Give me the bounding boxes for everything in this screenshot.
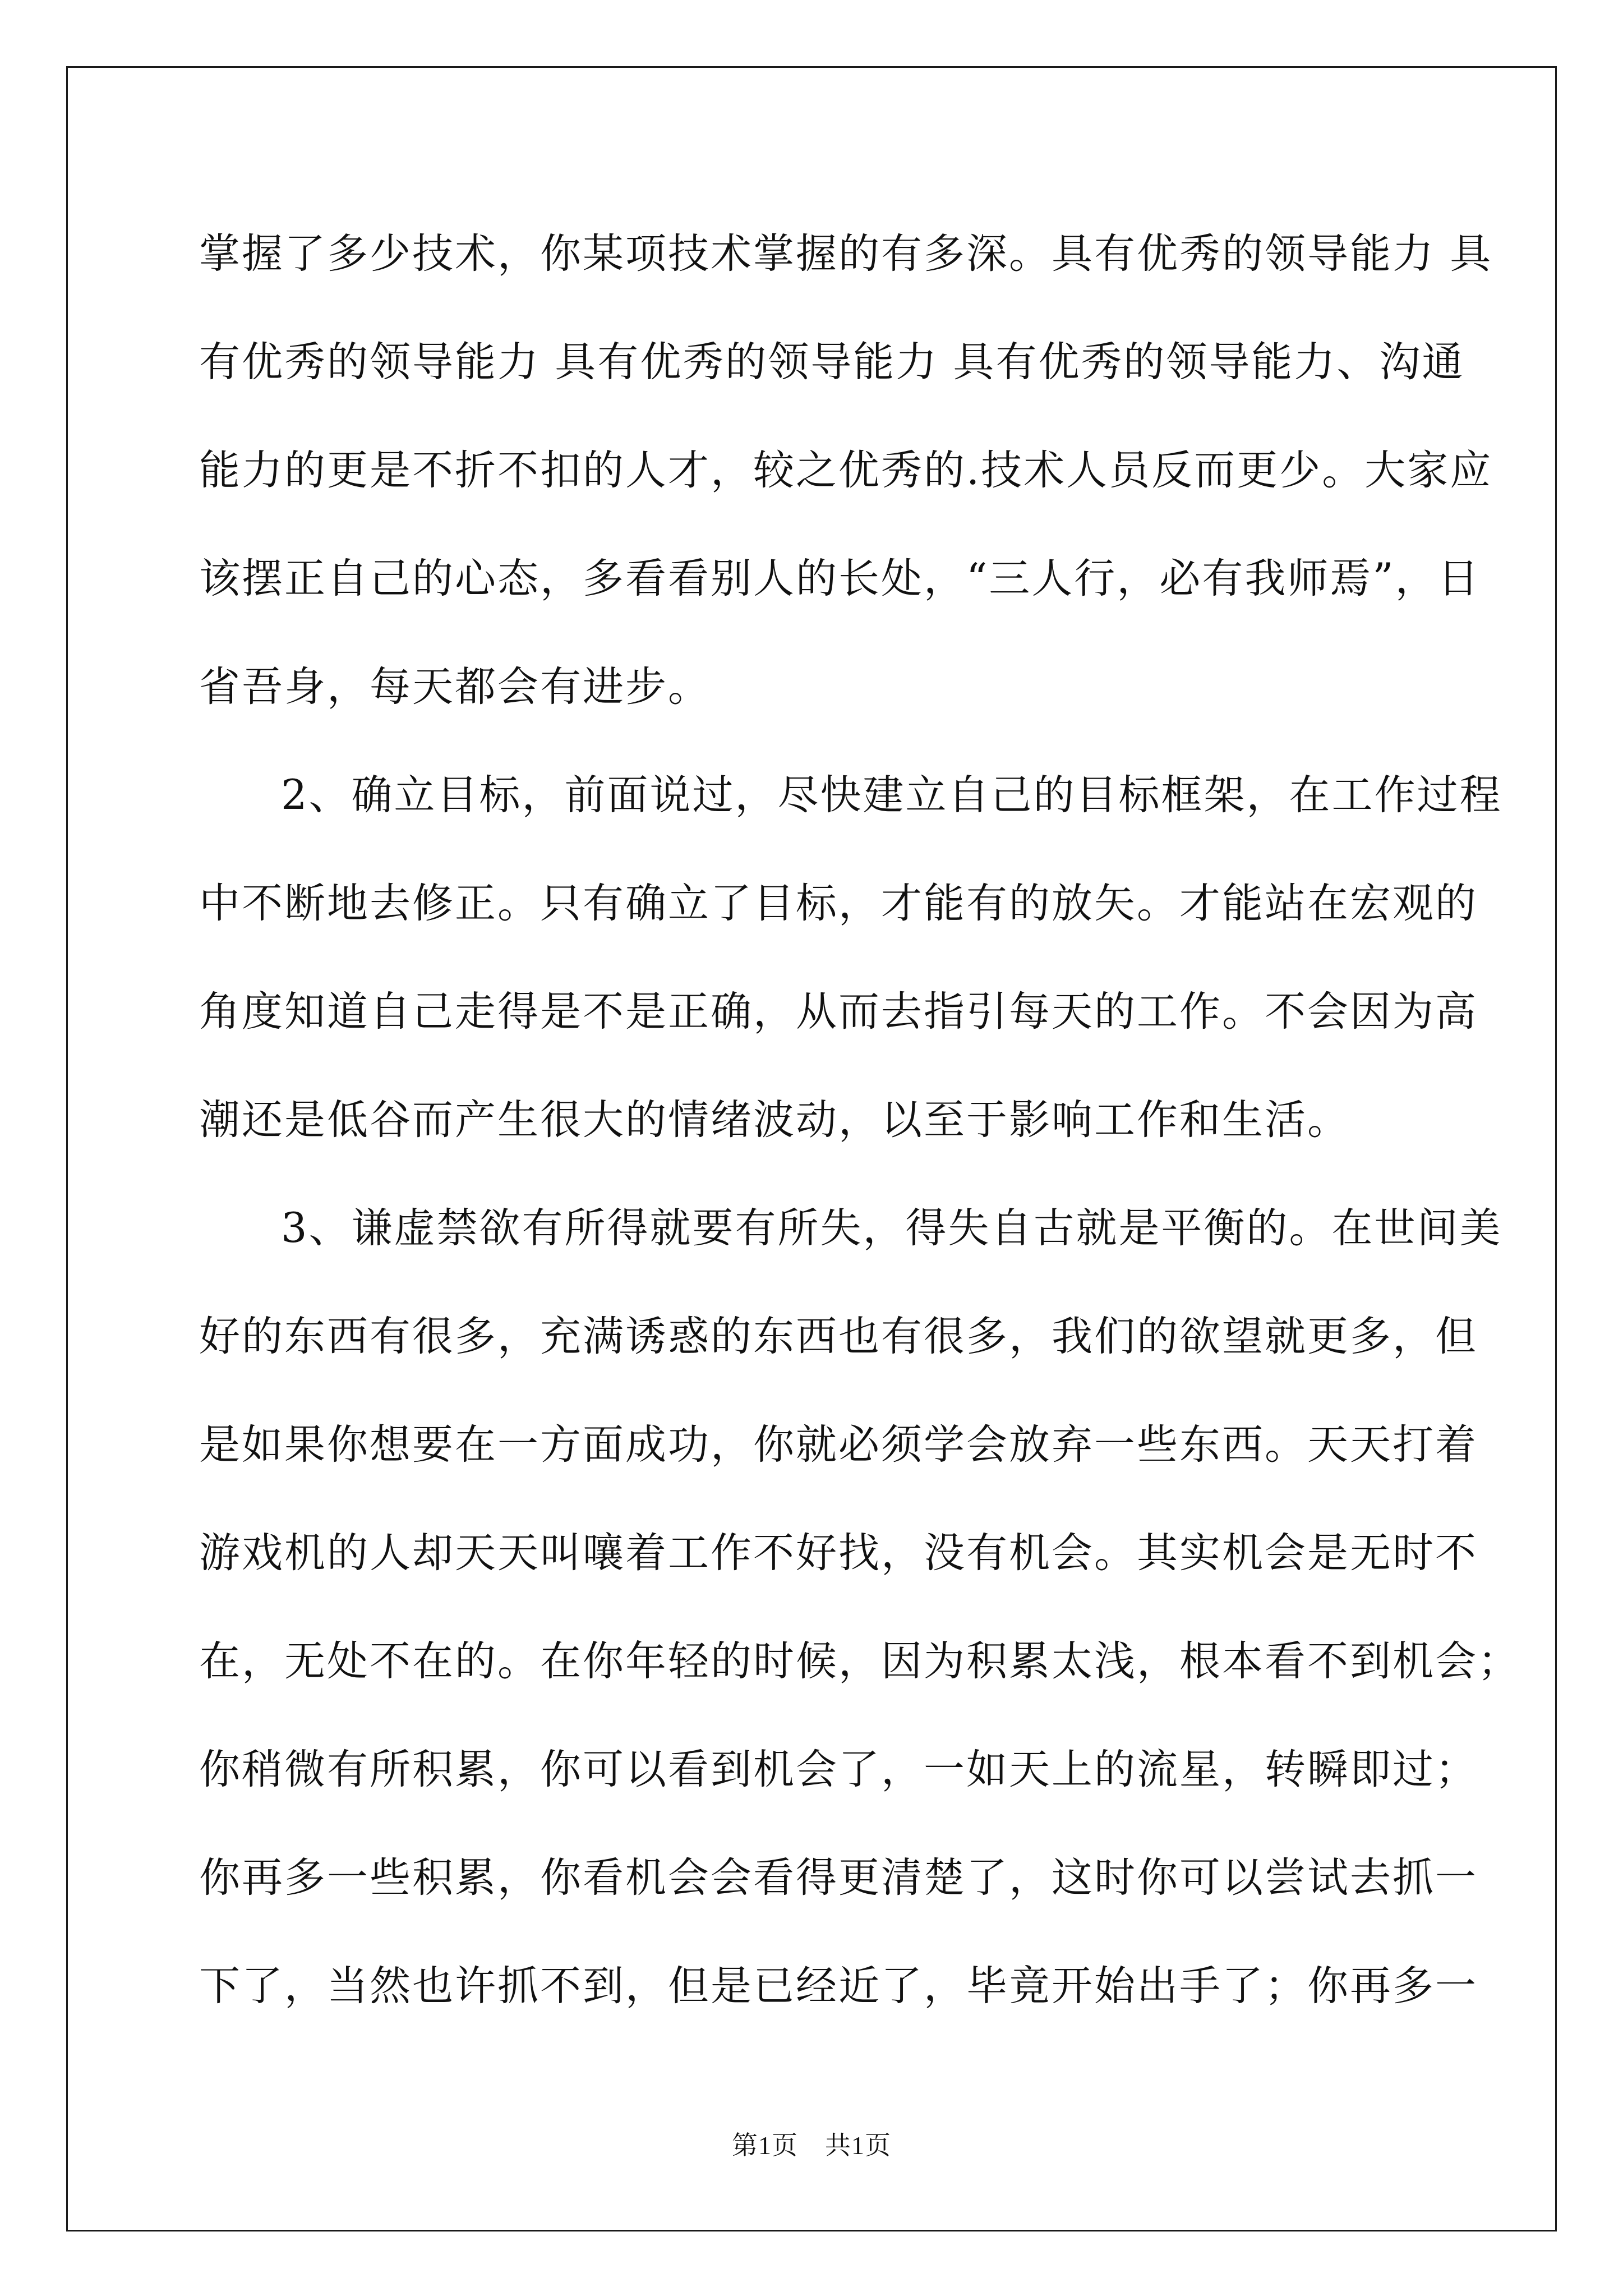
text-line-4: 该摆正自己的心态，多看看别人的长处，“三人行，必有我师焉”，日 <box>199 555 1481 602</box>
text-line-17: 下了，当然也许抓不到，但是已经近了，毕竟开始出手了；你再多一 <box>199 1962 1478 2010</box>
total-pages: 共1页 <box>825 2131 891 2160</box>
document-body <box>199 200 1520 2040</box>
paragraph-3-first-line: 3、谦虚禁欲有所得就要有所失，得失自古就是平衡的。在世间美 <box>281 1204 1502 1252</box>
paragraph-2-first-line: 2、确立目标，前面说过，尽快建立自己的目标框架，在工作过程 <box>281 771 1502 819</box>
text-line-2: 有优秀的领导能力 具有优秀的领导能力 具有优秀的领导能力、沟通 <box>199 338 1465 386</box>
page-number: 第1页 <box>732 2131 798 2160</box>
text-line-1: 掌握了多少技术，你某项技术掌握的有多深。具有优秀的领导能力 具 <box>199 230 1493 278</box>
text-line-16: 你再多一些积累，你看机会会看得更清楚了，这时你可以尝试去抓一 <box>199 1854 1478 1902</box>
text-line-5: 省吾身，每天都会有进步。 <box>199 663 711 711</box>
page-footer <box>0 2125 1623 2162</box>
text-line-8: 角度知道自己走得是不是正确，从而去指引每天的工作。不会因为高 <box>199 988 1478 1036</box>
text-line-7: 中不断地去修正。只有确立了目标，才能有的放矢。才能站在宏观的 <box>199 880 1478 927</box>
text-line-15: 你稍微有所积累，你可以看到机会了，一如天上的流星，转瞬即过； <box>199 1746 1478 1793</box>
text-line-12: 是如果你想要在一方面成功，你就必须学会放弃一些东西。天天打着 <box>199 1421 1478 1469</box>
text-line-13: 游戏机的人却天天叫嚷着工作不好找，没有机会。其实机会是无时不 <box>199 1529 1478 1577</box>
text-line-11: 好的东西有很多，充满诱惑的东西也有很多，我们的欲望就更多，但 <box>199 1313 1478 1360</box>
text-line-9: 潮还是低谷而产生很大的情绪波动，以至于影响工作和生活。 <box>199 1096 1350 1144</box>
text-line-14: 在，无处不在的。在你年轻的时候，因为积累太浅，根本看不到机会； <box>199 1637 1520 1685</box>
text-line-3: 能力的更是不折不扣的人才，较之优秀的.技术人员反而更少。大家应 <box>199 447 1493 494</box>
